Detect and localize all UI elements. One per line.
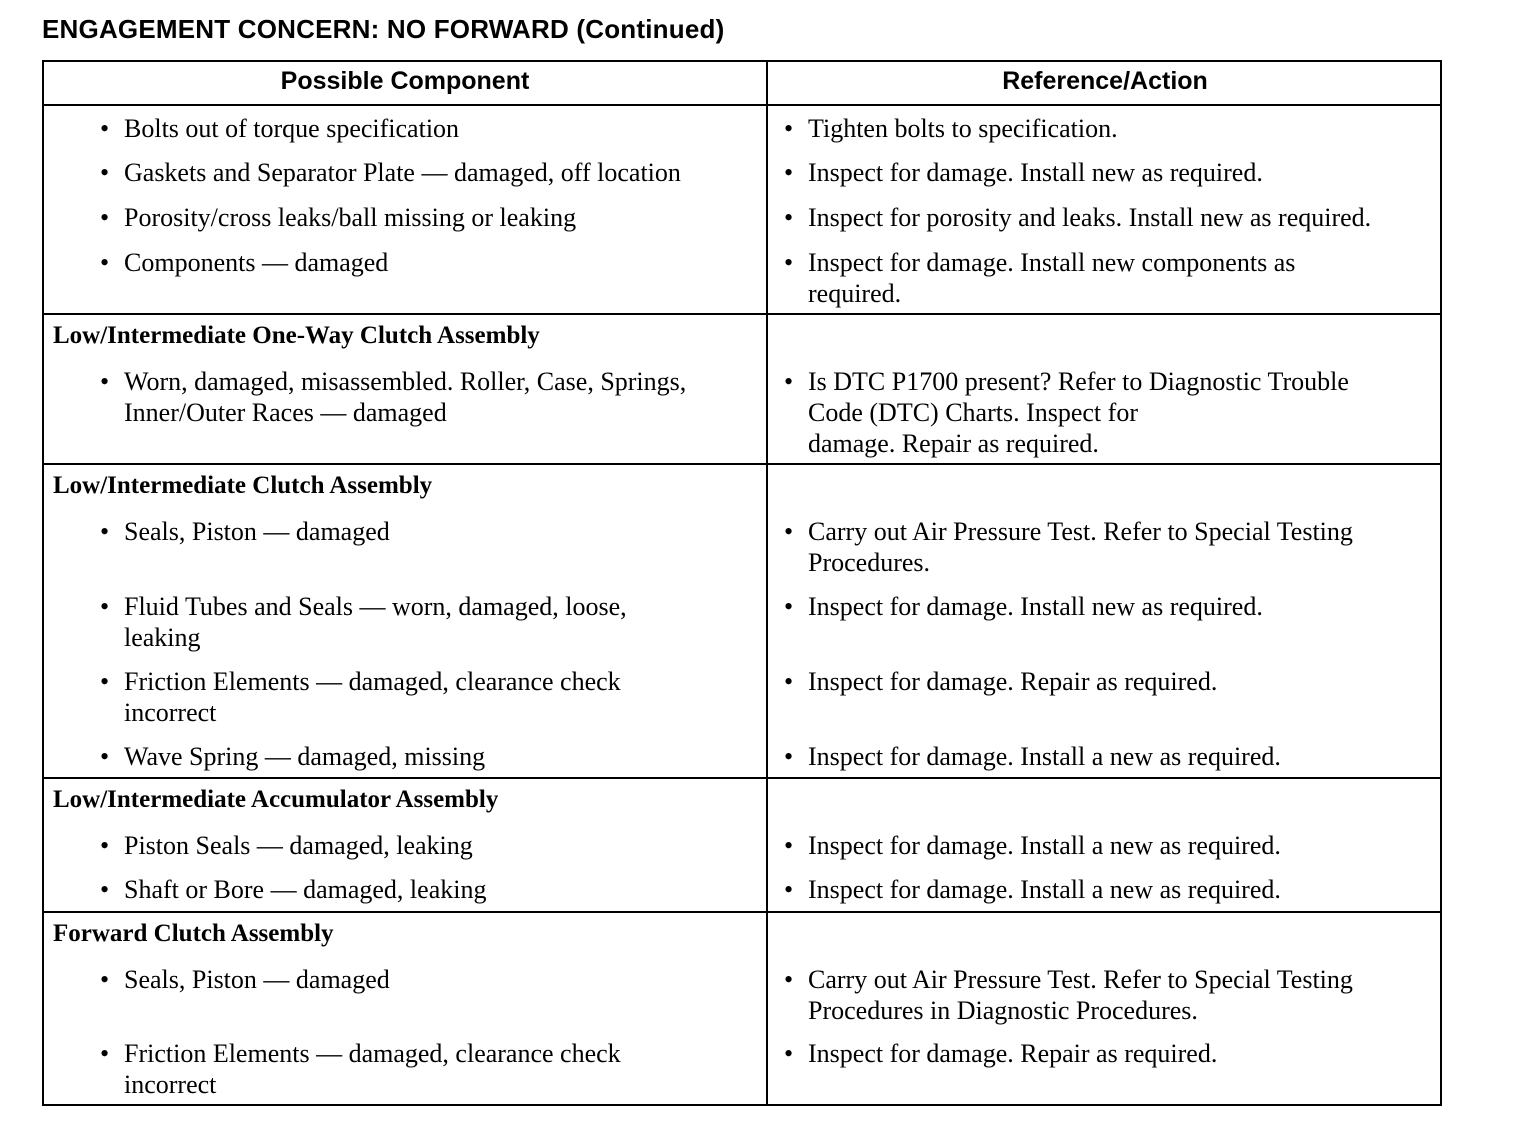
- component-item: • Shaft or Bore — damaged, leaking: [100, 875, 487, 904]
- section-heading: Low/Intermediate One-Way Clutch Assembly: [53, 322, 540, 349]
- column-divider: [766, 62, 768, 1104]
- action-item: • Inspect for damage. Install new as required.: [784, 158, 1263, 187]
- action-item: • Carry out Air Pressure Test. Refer to Special Testing Procedures.: [784, 517, 1353, 577]
- action-item: • Inspect for damage. Install new as required.: [784, 592, 1263, 621]
- section-heading: Forward Clutch Assembly: [53, 920, 334, 947]
- page-title: ENGAGEMENT CONCERN: NO FORWARD (Continued): [42, 14, 725, 44]
- section-divider: [44, 463, 1440, 465]
- action-item: • Is DTC P1700 present? Refer to Diagnostic Trouble Code (DTC) Charts. Inspect for damage. Repair as required.: [784, 367, 1349, 458]
- component-item: • Components — damaged: [100, 248, 389, 277]
- action-item: • Inspect for damage. Install a new as required.: [784, 831, 1281, 860]
- action-item: • Tighten bolts to specification.: [784, 114, 1118, 143]
- column-header-reference-action: Reference/Action: [1002, 67, 1208, 95]
- component-item: • Fluid Tubes and Seals — worn, damaged, loose, leaking: [100, 592, 627, 652]
- component-item: • Wave Spring — damaged, missing: [100, 742, 486, 771]
- header-divider: [44, 104, 1440, 106]
- section-divider: [44, 777, 1440, 779]
- action-item: • Inspect for damage. Install a new as required.: [784, 875, 1281, 904]
- action-item: • Inspect for damage. Install a new as required.: [784, 742, 1281, 771]
- component-item: • Porosity/cross leaks/ball missing or leaking: [100, 203, 577, 232]
- action-item: • Carry out Air Pressure Test. Refer to Special Testing Procedures in Diagnostic Procedures.: [784, 965, 1353, 1025]
- section-heading: Low/Intermediate Clutch Assembly: [53, 472, 433, 499]
- component-item: • Seals, Piston — damaged: [100, 965, 390, 994]
- action-item: • Inspect for porosity and leaks. Install new as required.: [784, 203, 1372, 232]
- action-item: • Inspect for damage. Repair as required.: [784, 1039, 1218, 1068]
- section-divider: [44, 911, 1440, 913]
- component-item: • Friction Elements — damaged, clearance check incorrect: [100, 667, 621, 727]
- action-item: • Inspect for damage. Repair as required.: [784, 667, 1218, 696]
- component-item: • Seals, Piston — damaged: [100, 517, 390, 546]
- component-item: • Friction Elements — damaged, clearance check incorrect: [100, 1039, 621, 1099]
- column-header-possible-component: Possible Component: [280, 67, 530, 95]
- component-item: • Piston Seals — damaged, leaking: [100, 831, 473, 860]
- component-item: • Worn, damaged, misassembled. Roller, Case, Springs, Inner/Outer Races — damaged: [100, 367, 687, 427]
- component-item: • Bolts out of torque specification: [100, 114, 460, 143]
- action-item: • Inspect for damage. Install new components as required.: [784, 248, 1296, 308]
- component-item: • Gaskets and Separator Plate — damaged, off location: [100, 158, 681, 187]
- section-heading: Low/Intermediate Accumulator Assembly: [53, 786, 499, 813]
- section-divider: [44, 313, 1440, 315]
- diagnosis-table: [42, 60, 1442, 1106]
